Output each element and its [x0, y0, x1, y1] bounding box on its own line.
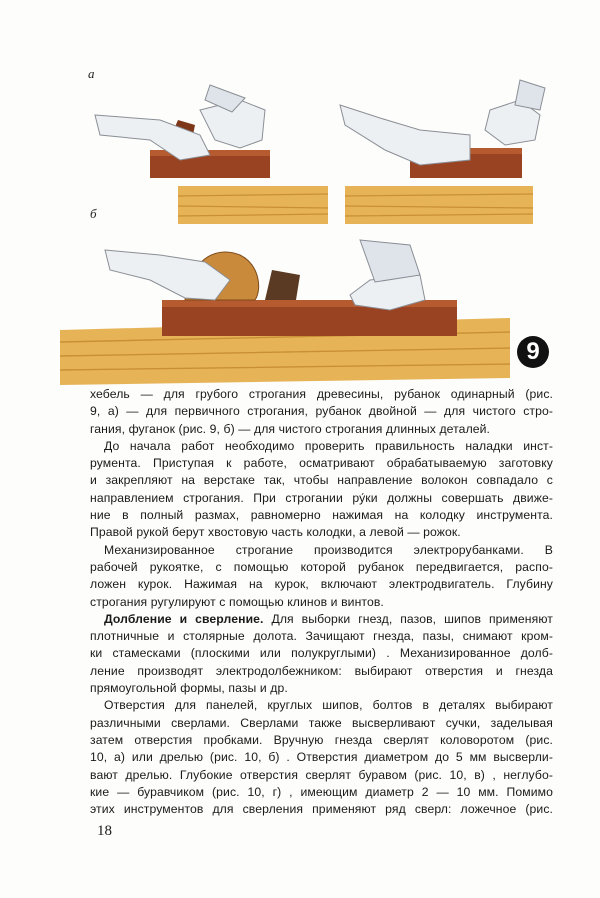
- text-line: [90, 801, 553, 818]
- line-text: различными сверлами. Сверлами также высверливают сучки, заделывая: [90, 715, 553, 730]
- line-text: ние в полный размах, равномерно нажимая на колодку инструмента.: [90, 508, 553, 523]
- figure-b: [60, 240, 510, 385]
- line-text: ложен курок. Нажимая на курок, включают электродвигатель. Глубину: [90, 577, 553, 592]
- line-text: Отверстия для панелей, круглых шипов, болтов в деталях выбирают: [104, 698, 553, 713]
- text-line: [90, 645, 553, 662]
- figure-a-right: [340, 80, 545, 224]
- body-text: [90, 386, 553, 818]
- figure-label-b: б: [90, 206, 97, 221]
- text-line: [90, 386, 553, 403]
- text-line: [90, 472, 553, 489]
- line-text: гания, фуганок (рис. 9, б) — для чистого строгания длинных деталей.: [90, 421, 491, 436]
- text-line: [90, 559, 553, 576]
- line-text: кие — буравчиком (рис. 10, г) , имеющим диаметр 2 — 10 мм. Помимо: [90, 784, 553, 799]
- text-line: [90, 594, 553, 611]
- figure-label-a: а: [88, 66, 95, 81]
- line-text: направлением строгания. При строгании ру́ки должны совершать движе-: [90, 490, 553, 505]
- line-text: 10, а) или дрелью (рис. 10, б) . Отверстия диаметром до 5 мм высверли-: [90, 750, 553, 765]
- figure-number-badge: 9: [517, 336, 549, 368]
- line-text: этих инструментов для сверления применяют ряд сверл: ложечное (рис.: [90, 802, 553, 817]
- text-line: [90, 663, 553, 680]
- line-text: затем отверстия пробками. Вручную гнезда сверлят коловоротом (рис.: [90, 732, 553, 747]
- text-line: [90, 697, 553, 714]
- line-text: хебель — для грубого строгания древесины, рубанок одинарный (рис.: [90, 387, 553, 401]
- line-text: плотничные и столярные долота. Зачищают гнезда, пазы, снимают кром-: [90, 629, 553, 644]
- line-text: вают дрелью. Глубокие отверстия сверлят буравом (рис. 10, в) , неглубо-: [90, 767, 553, 782]
- line-text: прямоугольной формы, пазы и др.: [90, 681, 288, 696]
- line-text: Для выборки гнезд, пазов, шипов применяют: [263, 611, 553, 626]
- section-heading: Долбление и сверление.: [104, 611, 264, 626]
- line-text: строгания ругулируют с помощью клинов и винтов.: [90, 594, 384, 609]
- text-line: [90, 455, 553, 472]
- text-line: [90, 749, 553, 766]
- text-line: [90, 767, 553, 784]
- text-line: [90, 507, 553, 524]
- text-line: [90, 438, 553, 455]
- line-text: Механизированное строгание производится электрорубанками. В: [104, 542, 553, 557]
- text-line: [90, 784, 553, 801]
- text-line: [90, 421, 553, 438]
- text-line: [90, 680, 553, 697]
- line-text: 9, а) — для первичного строгания, рубанок двойной — для чистого стро-: [90, 404, 553, 419]
- text-line: [90, 490, 553, 507]
- text-line: [90, 732, 553, 749]
- text-line: [90, 542, 553, 559]
- line-text: румента. Приступая к работе, осматривают обрабатываемую заготовку: [90, 456, 553, 471]
- text-line: [90, 576, 553, 593]
- planing-illustration: [0, 0, 600, 390]
- line-text: ки стамесками (плоскими или полукруглыми) . Механизированное долб-: [90, 646, 553, 661]
- text-line: [90, 524, 553, 541]
- text-line: [90, 403, 553, 420]
- line-text: Правой рукой берут хвостовую часть колодки, а левой — рожок.: [90, 525, 461, 540]
- figure-a-left: [95, 85, 328, 224]
- text-line: [90, 715, 553, 732]
- page-number: 18: [97, 823, 112, 839]
- line-text: До начала работ необходимо проверить правильность наладки инст-: [104, 438, 553, 453]
- text-line: [90, 628, 553, 645]
- line-text: ление производят электродолбежником: выбирают отверстия и гнезда: [90, 663, 553, 678]
- text-line: [90, 611, 553, 628]
- line-text: рабочей рукоятке, с помощью которой рубанок передвигается, распо-: [90, 559, 553, 574]
- line-text: и закрепляют на верстаке так, чтобы направление волокон совпадало с: [90, 473, 553, 488]
